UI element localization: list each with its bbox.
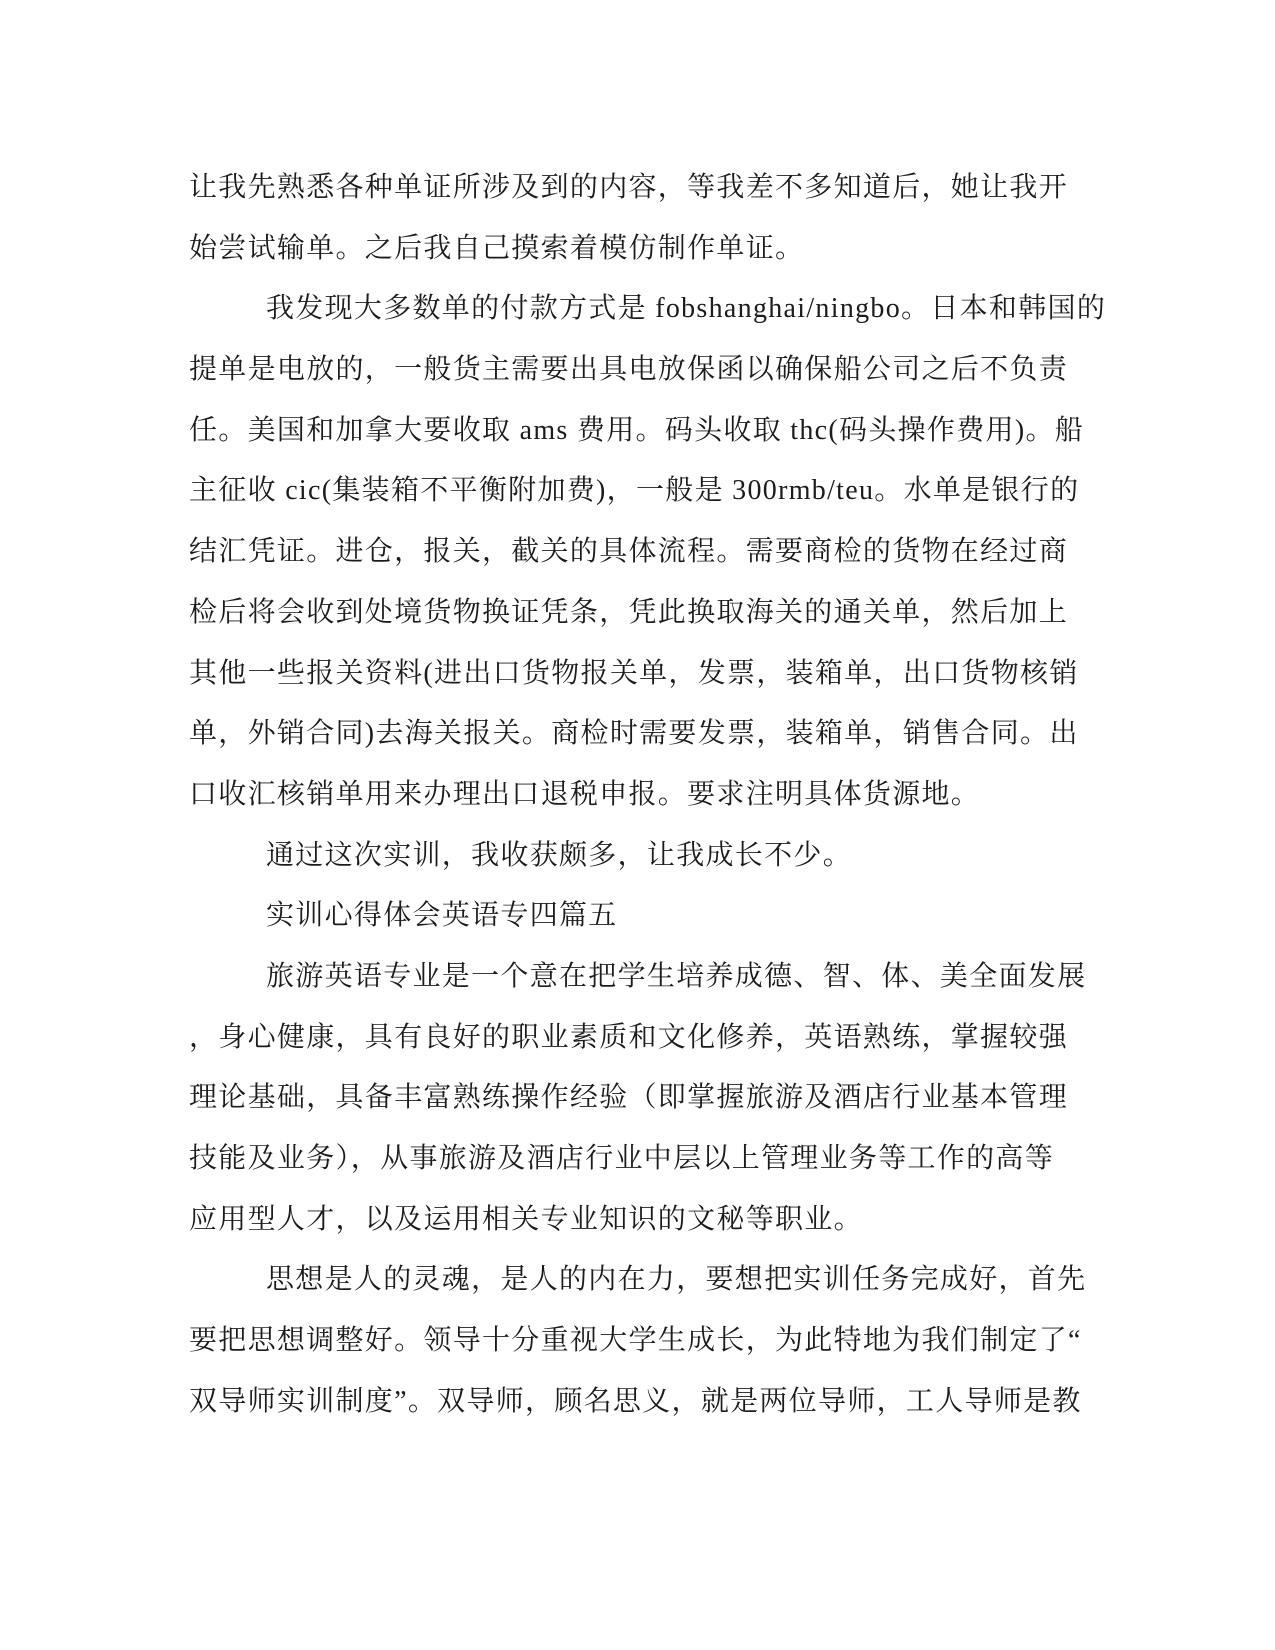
text-line: 始尝试输单。之后我自己摸索着模仿制作单证。: [189, 232, 805, 264]
text-line: 思想是人的灵魂，是人的内在力，要想把实训任务完成好，首先: [266, 1264, 1087, 1296]
text-line: 检后将会收到处境货物换证凭条，凭此换取海关的通关单，然后加上: [189, 596, 1069, 628]
text-line: 旅游英语专业是一个意在把学生培养成德、智、体、美全面发展: [266, 960, 1087, 992]
text-line: 应用型人才，以及运用相关专业知识的文秘等职业。: [189, 1203, 863, 1235]
text-line: 口收汇核销单用来办理出口退税申报。要求注明具体货源地。: [189, 778, 981, 810]
text-line: ，身心健康，具有良好的职业素质和文化修养，英语熟练，掌握较强: [189, 1021, 1069, 1053]
text-line: 其他一些报关资料(进出口货物报关单，发票，装箱单，出口货物核销: [189, 657, 1079, 689]
text-line: 提单是电放的，一般货主需要出具电放保函以确保船公司之后不负责: [189, 354, 1069, 386]
text-line: 主征收 cic(集装箱不平衡附加费)，一般是 300rmb/teu。水单是银行的: [189, 475, 1080, 507]
text-line: 让我先熟悉各种单证所涉及到的内容，等我差不多知道后，她让我开: [189, 172, 1069, 203]
text-line: 单，外销合同)去海关报关。商检时需要发票，装箱单，销售合同。出: [189, 718, 1079, 750]
text-line: 要把思想调整好。领导十分重视大学生成长，为此特地为我们制定了“: [189, 1325, 1082, 1357]
text-line: 双导师实训制度”。双导师，顾名思义，就是两位导师，工人导师是教: [189, 1385, 1082, 1417]
text-line: 结汇凭证。进仓，报关，截关的具体流程。需要商检的货物在经过商: [189, 536, 1069, 568]
text-line: 技能及业务），从事旅游及酒店行业中层以上管理业务等工作的高等: [189, 1143, 1055, 1174]
text-line: 任。美国和加拿大要收取 ams 费用。码头收取 thc(码头操作费用)。船: [189, 414, 1085, 446]
text-line: 我发现大多数单的付款方式是 fobshanghai/ningbo。日本和韩国的: [266, 293, 1107, 325]
text-line: 实训心得体会英语专四篇五: [266, 900, 618, 932]
text-line: 通过这次实训，我收获颇多，让我成长不少。: [266, 839, 853, 871]
text-line: 理论基础，具备丰富熟练操作经验（即掌握旅游及酒店行业基本管理: [189, 1082, 1069, 1114]
document-text: [189, 158, 1107, 1432]
